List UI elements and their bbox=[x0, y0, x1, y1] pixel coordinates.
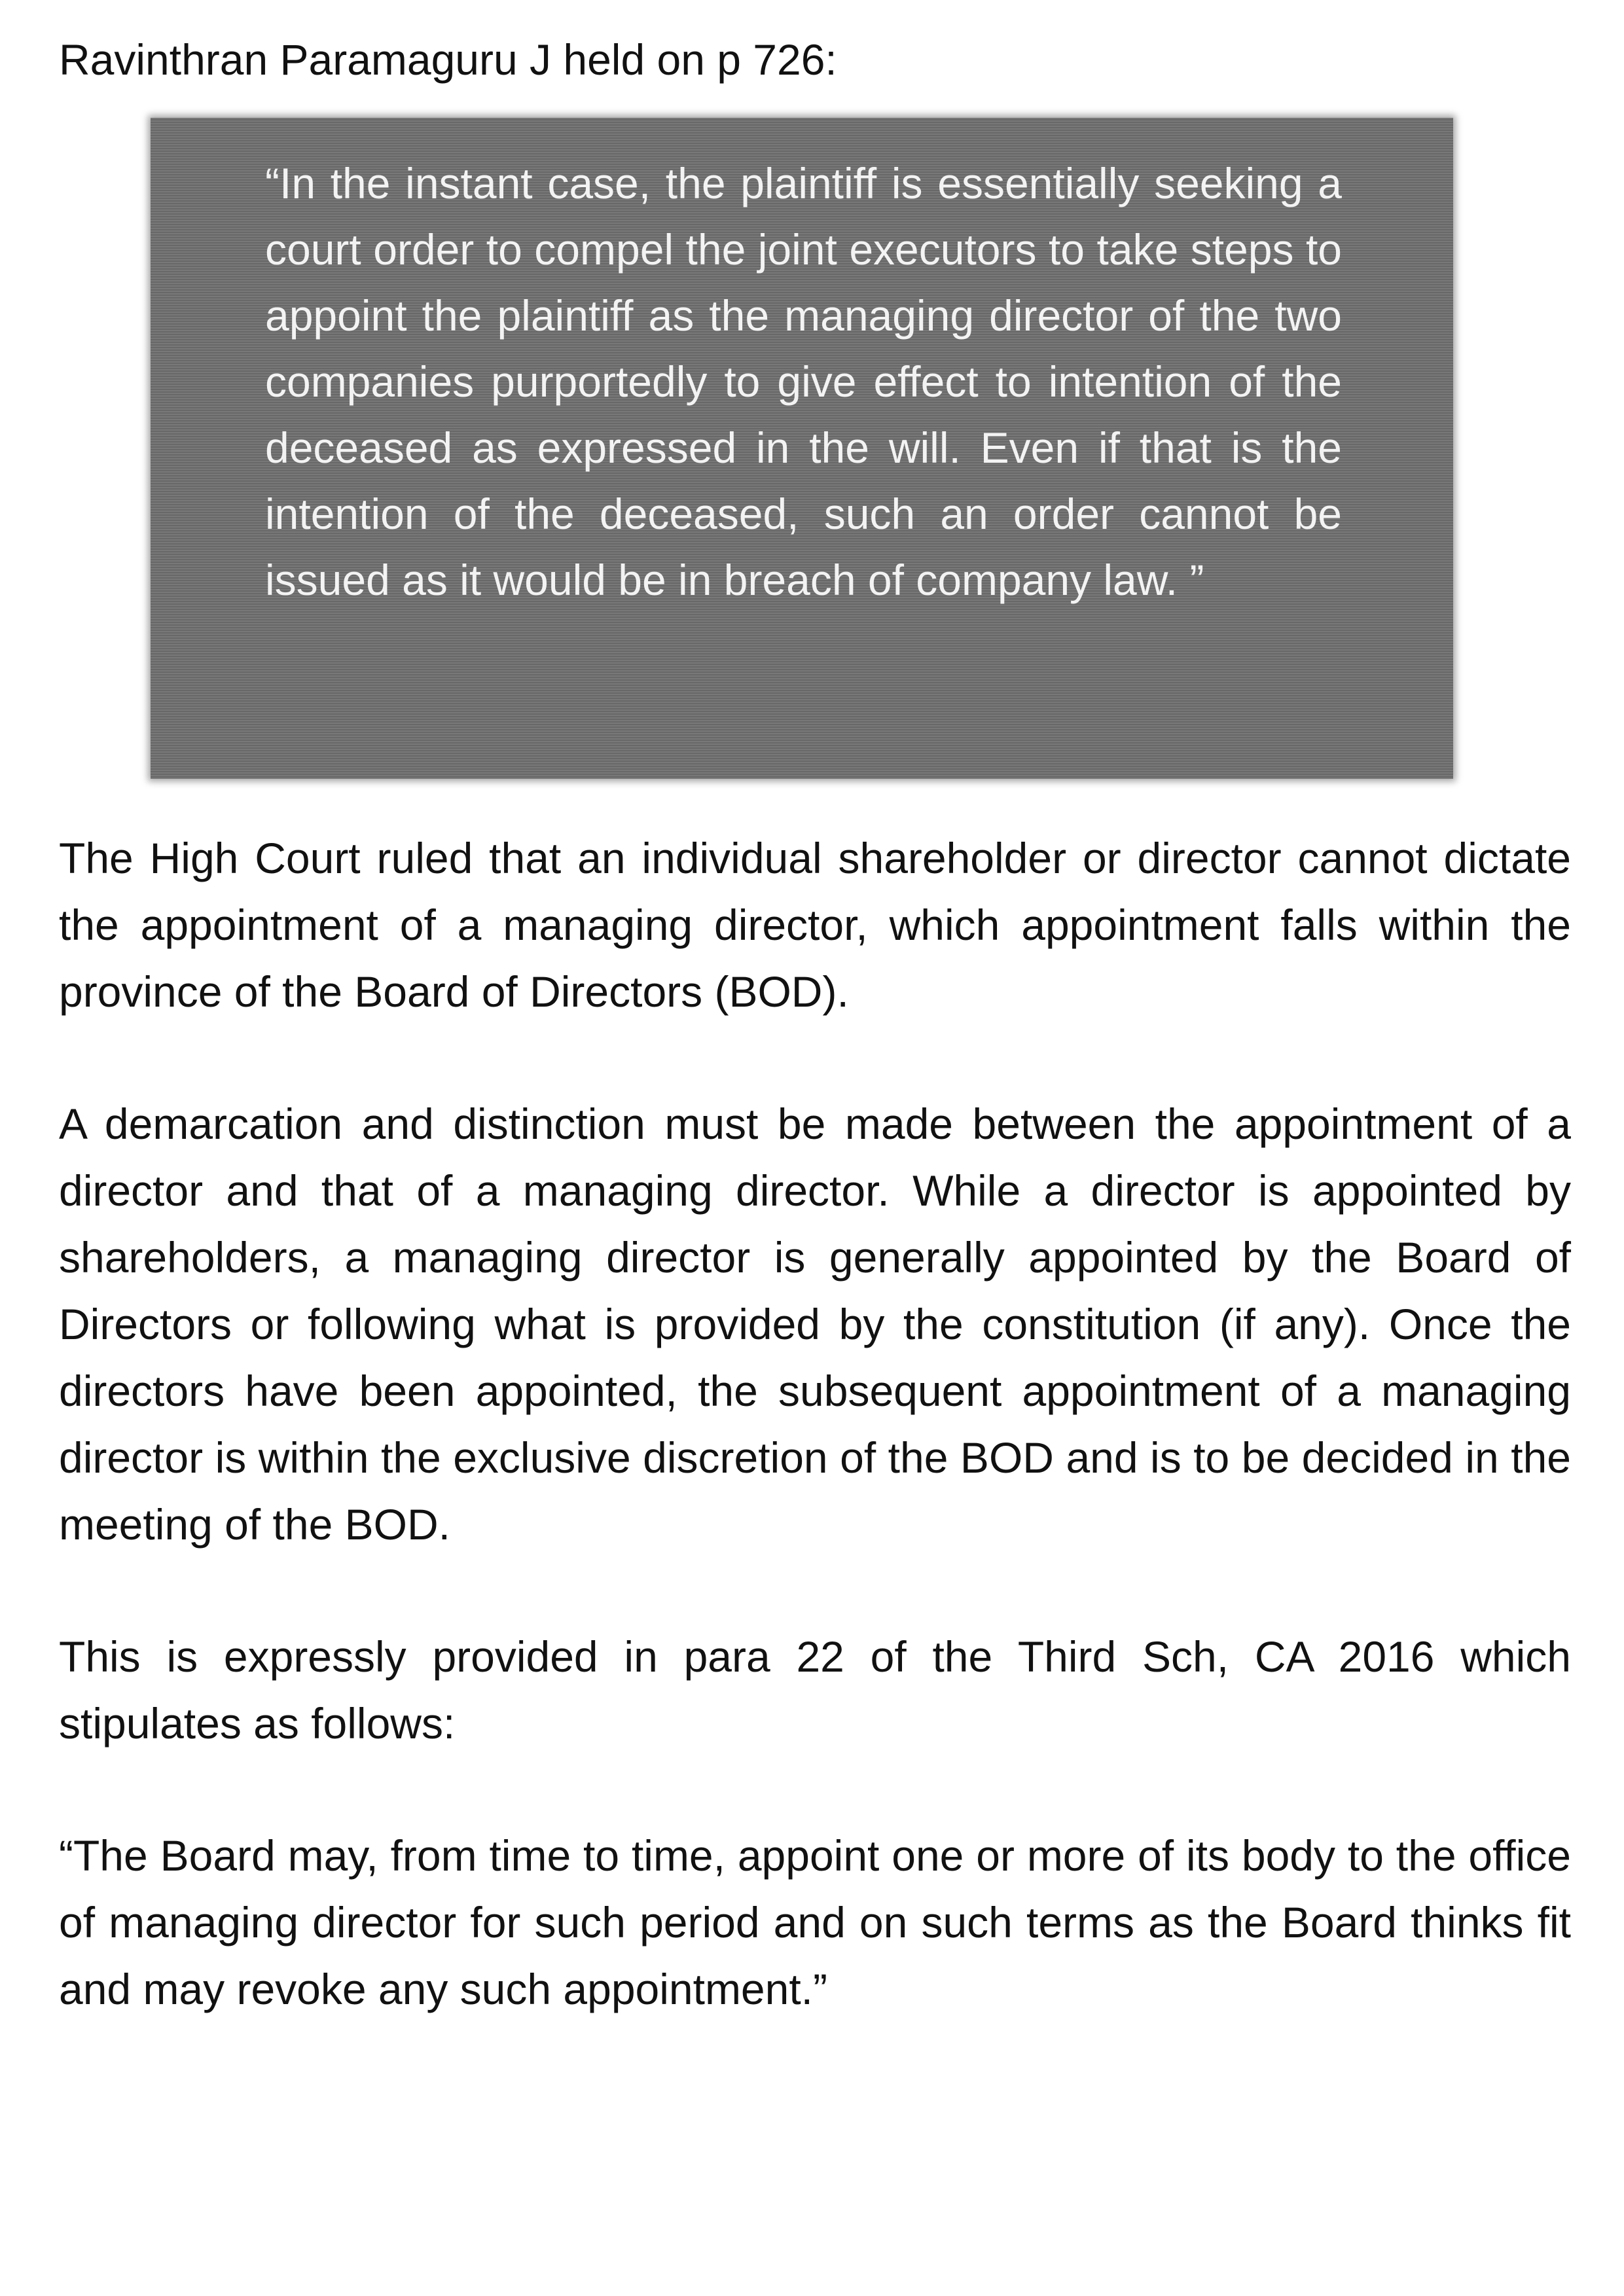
paragraph-high-court-ruling: The High Court ruled that an individual shareholder or director cannot dictate the appointment of a managing director, which appointment falls within the province of the Board of Directors (BOD). bbox=[59, 834, 1571, 1016]
paragraph-demarcation: A demarcation and distinction must be made between the appointment of a director and that of a managing director. While a director is appointed by shareholders, a managing director is generally appointed by the Board of Directors or following what is provided by the constitution (if any). Once the directors have been appointed, the subsequent appointment of a managing director is within the exclusive discretion of the BOD and is to be decided in the meeting of the BOD. bbox=[59, 1100, 1571, 1549]
paragraph-statutory-provision: This is expressly provided in para 22 of the Third Sch, CA 2016 which stipulates as follows: bbox=[59, 1632, 1571, 1748]
quote-text: “In the instant case, the plaintiff is essentially seeking a court order to compel the joint executors to take steps to appoint the plaintiff as the managing director of the two companies purportedly to give effect to intention of the deceased as expressed in the will. Even if that is the intention of the deceased, such an order cannot be issued as it would be in breach of company law. ” bbox=[265, 159, 1342, 604]
intro-line: Ravinthran Paramaguru J held on p 726: bbox=[59, 35, 837, 84]
paragraph-board-quote: “The Board may, from time to time, appoint one or more of its body to the office of managing director for such period and on such terms as the Board thinks fit and may revoke any such appointment.” bbox=[59, 1831, 1571, 2013]
quote-box bbox=[151, 118, 1453, 779]
document-page bbox=[59, 26, 1571, 2022]
